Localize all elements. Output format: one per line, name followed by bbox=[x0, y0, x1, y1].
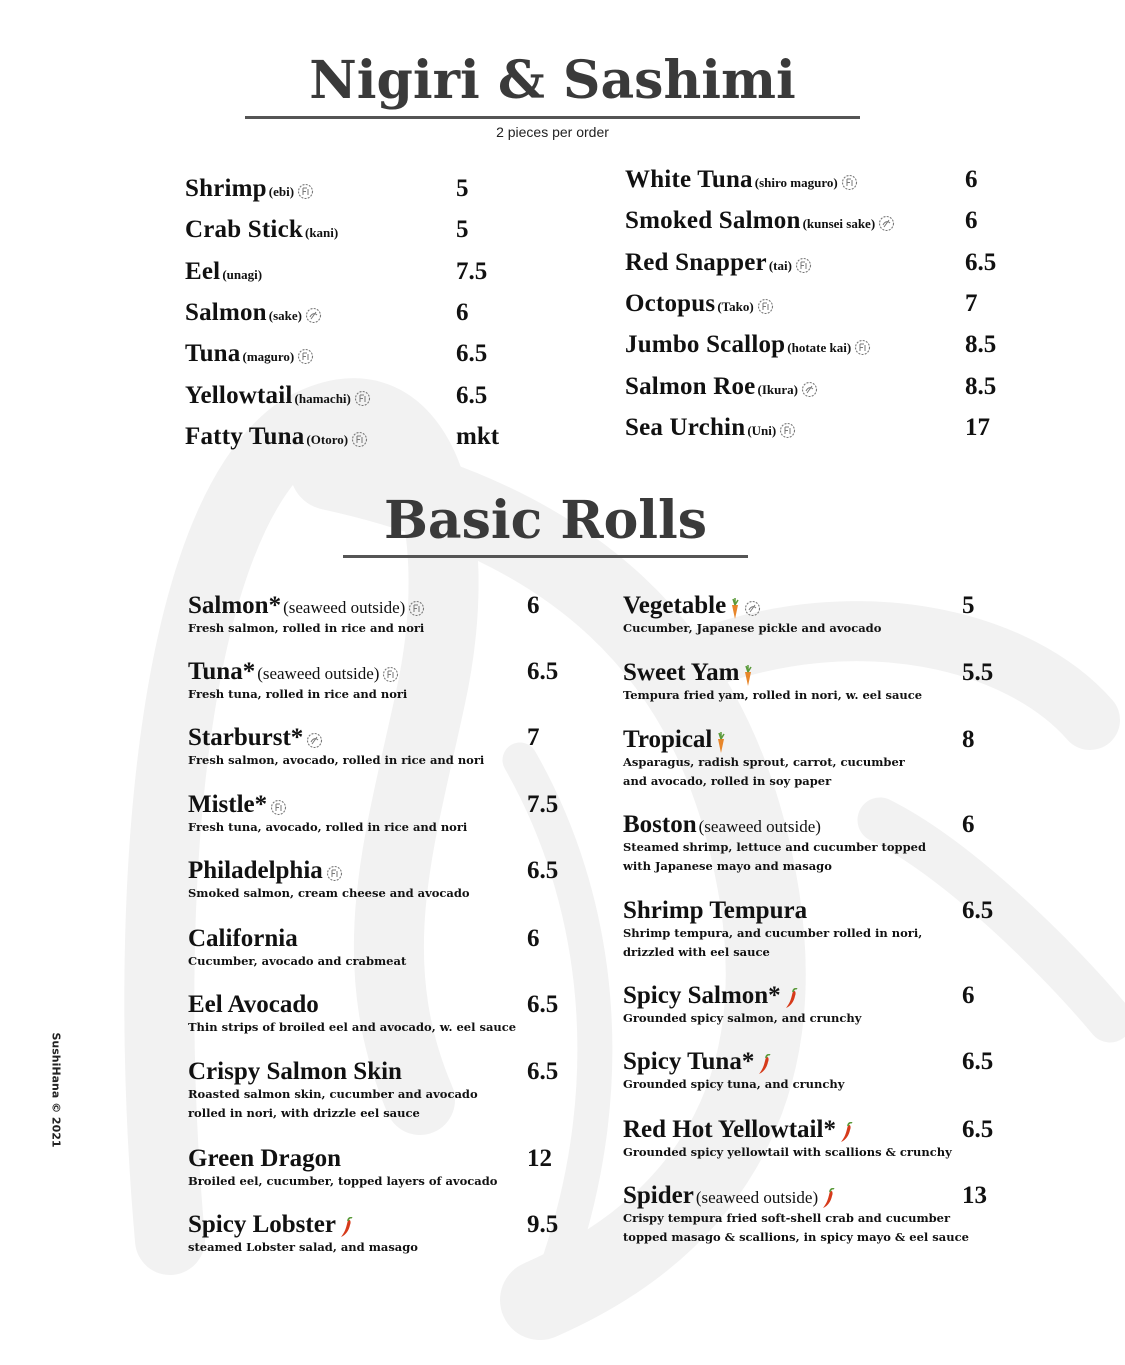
item-price: 5 bbox=[456, 175, 469, 202]
roll-price: 5.5 bbox=[962, 659, 994, 686]
roll-name: Spicy Salmon* bbox=[623, 982, 781, 1009]
roll-price: 9.5 bbox=[527, 1211, 559, 1238]
roll-item bbox=[623, 1048, 773, 1076]
roll-name: Vegetable bbox=[623, 592, 727, 619]
gluten-free-icon bbox=[408, 600, 425, 617]
roll-description: Crispy tempura fried soft-shell crab and cucumber bbox=[623, 1211, 951, 1225]
nigiri-section-title: Nigiri & Sashimi bbox=[309, 50, 796, 111]
nigiri-item bbox=[185, 299, 322, 327]
item-price: 7.5 bbox=[456, 257, 488, 285]
item-name: Smoked Salmon bbox=[625, 207, 801, 235]
roll-description: Grounded spicy yellowtail with scallions & crunchy bbox=[623, 1145, 952, 1159]
roll-description: Cucumber, Japanese pickle and avocado bbox=[623, 621, 882, 635]
roll-price: 5 bbox=[962, 592, 975, 619]
roll-description: Broiled eel, cucumber, topped layers of avocado bbox=[188, 1174, 498, 1188]
gluten-free-icon bbox=[354, 390, 371, 407]
item-note: (Uni) bbox=[747, 422, 777, 438]
roll-description: with Japanese mayo and masago bbox=[623, 859, 832, 873]
roll-item bbox=[623, 726, 727, 754]
roll-item bbox=[623, 1116, 855, 1144]
chili-pepper-icon bbox=[839, 1122, 855, 1144]
item-price: 6 bbox=[965, 166, 978, 193]
roll-name: Boston bbox=[623, 811, 697, 838]
roll-description: Shrimp tempura, and cucumber rolled in nori, bbox=[623, 926, 923, 940]
item-note: (kunsei sake) bbox=[802, 216, 876, 232]
item-price: 6.5 bbox=[456, 340, 488, 368]
roll-item bbox=[188, 925, 298, 953]
roll-note: (seaweed outside) bbox=[257, 664, 380, 683]
item-name: Salmon Roe bbox=[625, 372, 756, 400]
roll-price: 6.5 bbox=[527, 857, 559, 884]
roll-name: Philadelphia bbox=[188, 857, 323, 884]
roll-price: 6.5 bbox=[527, 658, 559, 685]
spicy-option-icon bbox=[305, 307, 322, 324]
roll-name: Crispy Salmon Skin bbox=[188, 1058, 402, 1085]
chili-pepper-icon bbox=[821, 1188, 837, 1210]
nigiri-item bbox=[185, 423, 368, 451]
item-note: (Ikura) bbox=[757, 381, 798, 397]
roll-price: 8 bbox=[962, 726, 975, 753]
roll-description: Cucumber, avocado and crabmeat bbox=[188, 954, 407, 968]
item-price: 5 bbox=[456, 216, 469, 244]
roll-description: Fresh salmon, rolled in rice and nori bbox=[188, 621, 425, 635]
chili-pepper-icon bbox=[757, 1054, 773, 1076]
gluten-free-icon bbox=[351, 431, 368, 448]
nigiri-item bbox=[625, 249, 812, 277]
roll-description: and avocado, rolled in soy paper bbox=[623, 774, 832, 788]
nigiri-item bbox=[625, 331, 871, 359]
rolls-section-title: Basic Rolls bbox=[383, 490, 708, 551]
item-note: (hotate kai) bbox=[787, 340, 852, 356]
roll-price: 6 bbox=[527, 925, 540, 952]
roll-name: Spider bbox=[623, 1182, 694, 1209]
nigiri-item bbox=[625, 166, 858, 194]
item-price: mkt bbox=[456, 422, 500, 450]
spicy-option-icon bbox=[878, 215, 895, 232]
gluten-free-icon bbox=[297, 183, 314, 200]
roll-description: Roasted salmon skin, cucumber and avocado bbox=[188, 1087, 478, 1101]
roll-description: Fresh salmon, avocado, rolled in rice and nori bbox=[188, 753, 485, 767]
gluten-free-icon bbox=[795, 257, 812, 274]
roll-name: Spicy Lobster bbox=[188, 1211, 336, 1238]
item-note: (unagi) bbox=[222, 266, 263, 282]
roll-description: Smoked salmon, cream cheese and avocado bbox=[188, 886, 470, 900]
roll-description: Fresh tuna, rolled in rice and nori bbox=[188, 687, 408, 701]
nigiri-item bbox=[185, 175, 314, 203]
roll-note: (seaweed outside) bbox=[283, 598, 406, 617]
roll-name: Red Hot Yellowtail* bbox=[623, 1116, 836, 1143]
roll-item bbox=[188, 1145, 341, 1173]
roll-item bbox=[623, 982, 800, 1010]
roll-note: (seaweed outside) bbox=[698, 817, 821, 836]
item-name: Fatty Tuna bbox=[185, 422, 305, 450]
nigiri-item bbox=[625, 207, 895, 235]
roll-price: 7 bbox=[527, 724, 540, 751]
item-note: (Tako) bbox=[717, 298, 754, 314]
roll-description: topped masago & scallions, in spicy mayo & eel sauce bbox=[623, 1230, 969, 1244]
item-price: 8.5 bbox=[965, 331, 997, 359]
nigiri-item bbox=[625, 373, 818, 401]
roll-name: Tuna* bbox=[188, 658, 256, 685]
gluten-free-icon bbox=[326, 865, 343, 882]
roll-item bbox=[188, 724, 323, 752]
item-name: Octopus bbox=[625, 289, 716, 317]
item-name: Sea Urchin bbox=[625, 413, 746, 441]
item-name: Red Snapper bbox=[625, 248, 767, 276]
roll-item bbox=[623, 1182, 837, 1210]
item-price: 6 bbox=[456, 298, 469, 326]
item-note: (shiro maguro) bbox=[754, 175, 838, 190]
chili-pepper-icon bbox=[784, 988, 800, 1010]
roll-item bbox=[188, 857, 343, 885]
roll-name: Eel Avocado bbox=[188, 991, 319, 1018]
item-note: (ebi) bbox=[268, 184, 295, 199]
item-name: Jumbo Scallop bbox=[625, 331, 786, 359]
roll-description: Thin strips of broiled eel and avocado, w. eel sauce bbox=[188, 1020, 517, 1034]
item-price: 6.5 bbox=[456, 381, 488, 409]
roll-price: 6.5 bbox=[962, 1116, 994, 1143]
roll-item bbox=[188, 791, 287, 819]
nigiri-item bbox=[185, 258, 262, 286]
carrot-icon bbox=[729, 598, 741, 620]
roll-item bbox=[623, 811, 821, 839]
roll-price: 7.5 bbox=[527, 791, 559, 818]
roll-price: 6.5 bbox=[527, 1058, 559, 1085]
item-price: 6 bbox=[965, 207, 978, 235]
roll-price: 6 bbox=[527, 592, 540, 619]
roll-item bbox=[623, 659, 754, 687]
chili-pepper-icon bbox=[339, 1217, 355, 1239]
copyright-text: SushiHana © 2021 bbox=[49, 1032, 63, 1148]
item-note: (sake) bbox=[268, 307, 302, 323]
spicy-option-icon bbox=[306, 732, 323, 749]
item-name: Salmon bbox=[185, 298, 267, 326]
gluten-free-icon bbox=[270, 799, 287, 816]
roll-price: 6.5 bbox=[962, 897, 994, 924]
roll-price: 12 bbox=[527, 1145, 552, 1172]
item-price: 7 bbox=[965, 289, 978, 317]
gluten-free-icon bbox=[382, 666, 399, 683]
item-name: Eel bbox=[185, 257, 221, 285]
gluten-free-icon bbox=[841, 174, 858, 191]
roll-item bbox=[188, 991, 319, 1019]
roll-price: 6 bbox=[962, 982, 975, 1009]
item-price: 17 bbox=[965, 413, 990, 441]
item-note: (kani) bbox=[304, 225, 339, 241]
item-note: (maguro) bbox=[242, 349, 295, 365]
roll-item bbox=[188, 658, 399, 686]
roll-name: Salmon* bbox=[188, 592, 282, 619]
roll-item bbox=[188, 592, 425, 620]
roll-price: 6.5 bbox=[962, 1048, 994, 1075]
roll-description: drizzled with eel sauce bbox=[623, 945, 770, 959]
gluten-free-icon bbox=[854, 339, 871, 356]
spicy-option-icon bbox=[801, 381, 818, 398]
item-note: (Otoro) bbox=[306, 431, 349, 447]
nigiri-item bbox=[185, 216, 338, 244]
item-note: (hamachi) bbox=[294, 390, 351, 406]
roll-name: Shrimp Tempura bbox=[623, 897, 808, 924]
item-name: Yellowtail bbox=[185, 381, 293, 409]
roll-name: Tropical bbox=[623, 726, 713, 753]
nigiri-title-rule bbox=[245, 116, 860, 119]
nigiri-item bbox=[625, 290, 774, 318]
carrot-icon bbox=[742, 665, 754, 687]
roll-price: 6.5 bbox=[527, 991, 559, 1018]
nigiri-item bbox=[625, 414, 796, 442]
item-price: 8.5 bbox=[965, 372, 997, 400]
nigiri-subtitle: 2 pieces per order bbox=[496, 124, 609, 140]
roll-description: Steamed shrimp, lettuce and cucumber topped bbox=[623, 840, 926, 854]
item-name: Crab Stick bbox=[185, 216, 303, 244]
roll-item bbox=[623, 592, 761, 620]
nigiri-item bbox=[185, 382, 371, 410]
roll-description: rolled in nori, with drizzle eel sauce bbox=[188, 1106, 420, 1120]
roll-description: Fresh tuna, avocado, rolled in rice and nori bbox=[188, 820, 468, 834]
rolls-title-rule bbox=[343, 555, 748, 558]
gluten-free-icon bbox=[757, 298, 774, 315]
gluten-free-icon bbox=[779, 422, 796, 439]
roll-item bbox=[188, 1058, 402, 1086]
roll-description: Tempura fried yam, rolled in nori, w. eel sauce bbox=[623, 688, 923, 702]
roll-note: (seaweed outside) bbox=[695, 1188, 819, 1207]
spicy-option-icon bbox=[744, 600, 761, 617]
roll-price: 6 bbox=[962, 811, 975, 838]
roll-description: Grounded spicy tuna, and crunchy bbox=[623, 1077, 845, 1091]
roll-name: Starburst* bbox=[188, 724, 304, 751]
roll-description: Asparagus, radish sprout, carrot, cucumber bbox=[623, 755, 905, 769]
item-name: Tuna bbox=[185, 340, 241, 368]
roll-description: Grounded spicy salmon, and crunchy bbox=[623, 1011, 862, 1025]
roll-name: Spicy Tuna* bbox=[623, 1048, 755, 1075]
roll-name: Green Dragon bbox=[188, 1145, 341, 1172]
roll-item bbox=[188, 1211, 355, 1239]
gluten-free-icon bbox=[297, 348, 314, 365]
roll-description: steamed Lobster salad, and masago bbox=[188, 1240, 418, 1254]
item-note: (tai) bbox=[768, 257, 792, 273]
roll-item bbox=[623, 897, 807, 925]
roll-name: California bbox=[188, 925, 298, 952]
nigiri-item bbox=[185, 340, 314, 368]
roll-price: 13 bbox=[962, 1182, 987, 1209]
item-name: Shrimp bbox=[185, 175, 267, 202]
carrot-icon bbox=[715, 732, 727, 754]
item-name: White Tuna bbox=[625, 166, 753, 193]
roll-name: Mistle* bbox=[188, 791, 268, 818]
roll-name: Sweet Yam bbox=[623, 659, 740, 686]
item-price: 6.5 bbox=[965, 248, 997, 276]
